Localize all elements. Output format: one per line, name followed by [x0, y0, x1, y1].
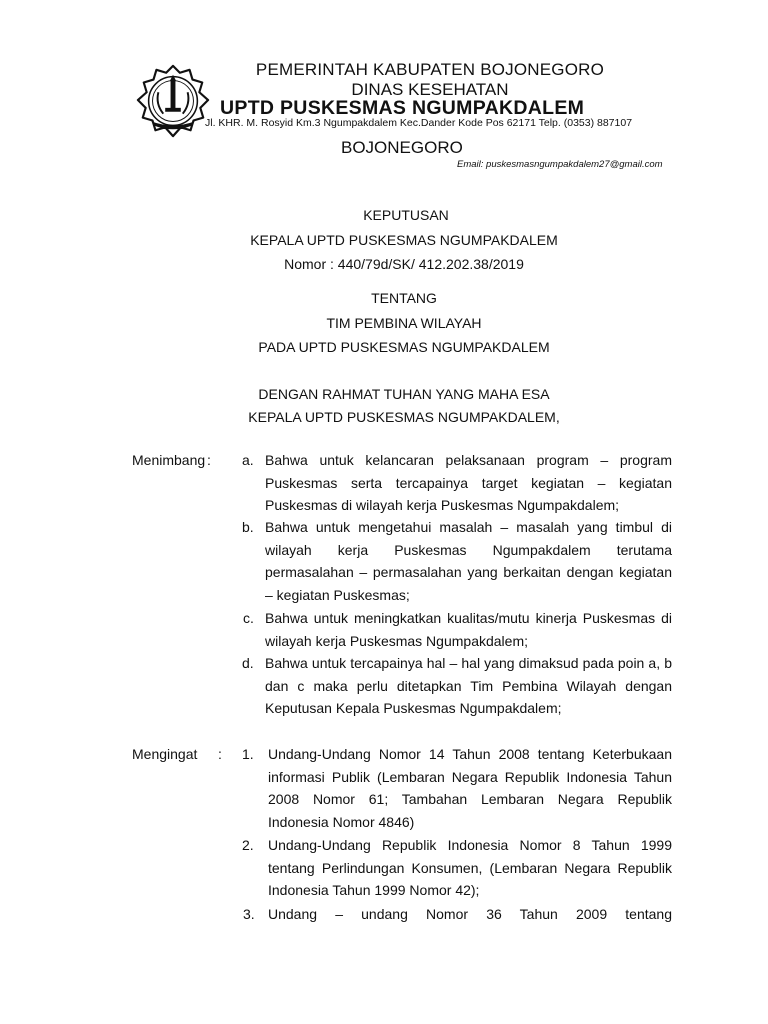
decree-number: Nomor : 440/79d/SK/ 412.202.38/2019 — [284, 256, 524, 272]
letterhead-city: BOJONEGORO — [341, 138, 463, 157]
letterhead-address: Jl. KHR. M. Rosyid Km.3 Ngumpakdalem Kec.Dander Kode Pos 62171 Telp. (0353) 887107 — [205, 117, 633, 129]
menimbang-item-d: Bahwa untuk tercapainya hal – hal yang dimaksud pada poin a, b dan c maka perlu ditetapkan Tim Pembina Wilayah dengan Keputusan Kepala Puskesmas Ngumpakdalem; — [265, 655, 672, 716]
menimbang-colon: : — [207, 452, 211, 468]
letterhead-email: Email: puskesmasngumpakdalem27@gmail.com — [457, 159, 663, 170]
decree-title: KEPUTUSAN — [363, 207, 449, 223]
decree-issuer: KEPALA UPTD PUSKESMAS NGUMPAKDALEM — [250, 232, 558, 248]
mengingat-label: Mengingat — [132, 746, 198, 762]
menimbang-marker-b: b. — [242, 519, 254, 535]
mengingat-marker-2: 2. — [242, 837, 254, 853]
menimbang-marker-d: d. — [242, 655, 254, 671]
decree-about: TENTANG — [371, 290, 437, 306]
decree-subject-line-1: TIM PEMBINA WILAYAH — [326, 315, 482, 331]
menimbang-item-b: Bahwa untuk mengetahui masalah – masalah yang timbul di wilayah kerja Puskesmas Ngumpakdalem terutama permasalahan – permasalahan yang berkaitan dengan kegiatan – kegiatan Puskesmas; — [265, 519, 672, 603]
bojonegoro-emblem-logo — [134, 63, 212, 141]
mengingat-item-2: Undang-Undang Republik Indonesia Nomor 8 Tahun 1999 tentang Perlindungan Konsumen, (Lembaran Negara Republik Indonesia Tahun 1999 Nomor 42); — [268, 837, 672, 898]
mengingat-marker-1: 1. — [242, 746, 254, 762]
mengingat-item-1: Undang-Undang Nomor 14 Tahun 2008 tentang Keterbukaan informasi Publik (Lembaran Negara Republik Indonesia Tahun 2008 Nomor 61; Tambahan Lembaran Negara Republik Indonesia Nomor 4846) — [268, 746, 672, 830]
decree-subject-line-2: PADA UPTD PUSKESMAS NGUMPAKDALEM — [258, 339, 550, 355]
menimbang-marker-a: a. — [242, 452, 254, 468]
mengingat-marker-3: 3. — [243, 906, 255, 922]
menimbang-item-c: Bahwa untuk meningkatkan kualitas/mutu kinerja Puskesmas di wilayah kerja Puskesmas Ngumpakdalem; — [265, 610, 672, 649]
mengingat-item-3: Undang – undang Nomor 36 Tahun 2009 tentang — [268, 906, 672, 922]
letterhead-agency: DINAS KESEHATAN — [351, 80, 509, 99]
letterhead-institution: UPTD PUSKESMAS NGUMPAKDALEM — [220, 97, 585, 119]
decree-preamble-line-2: KEPALA UPTD PUSKESMAS NGUMPAKDALEM, — [248, 409, 560, 425]
menimbang-marker-c: c. — [243, 610, 254, 626]
menimbang-label: Menimbang — [132, 452, 206, 468]
mengingat-colon: : — [218, 746, 222, 762]
letterhead-government: PEMERINTAH KABUPATEN BOJONEGORO — [255, 60, 605, 79]
decree-preamble-line-1: DENGAN RAHMAT TUHAN YANG MAHA ESA — [258, 386, 550, 402]
menimbang-item-a: Bahwa untuk kelancaran pelaksanaan program – program Puskesmas serta tercapainya target kegiatan – kegiatan Puskesmas di wilayah kerja Puskesmas Ngumpakdalem; — [265, 452, 672, 513]
